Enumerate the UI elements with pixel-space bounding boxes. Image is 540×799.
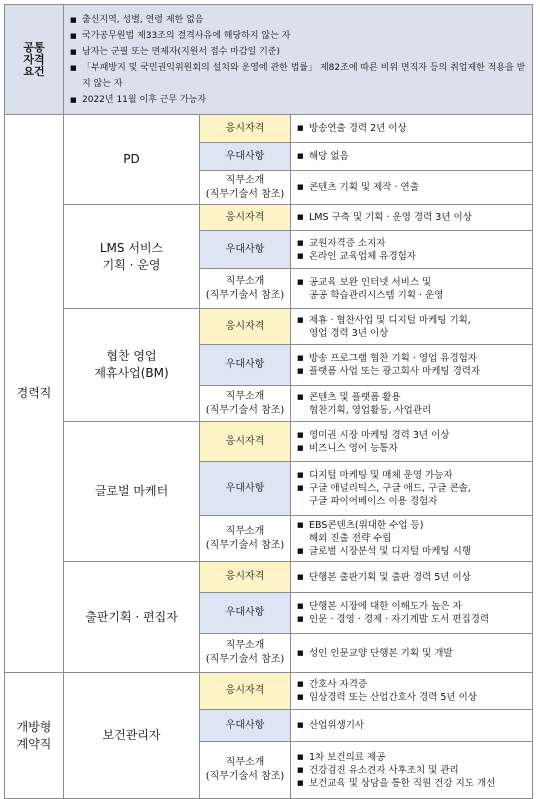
job-title-cell: [64, 562, 200, 673]
description-item: ■ 건강검진 유소견자 사후조치 및 관리: [297, 764, 526, 777]
job-title-cell: [64, 422, 200, 562]
preference-value-cell: [291, 462, 533, 516]
job-title: 출판기획 · 편집자: [85, 609, 178, 624]
qualification-label: 응시자격: [225, 211, 265, 223]
qualification-list: [297, 122, 526, 135]
description-label: 직무소개 (직무기술서 참조): [205, 174, 285, 200]
common-requirement-item: ■ 출신지역, 성별, 연령 제한 없음: [70, 12, 526, 28]
qualification-item: ■ 단행본 출판기획 및 출판 경력 5년 이상: [297, 571, 526, 584]
description-list: [297, 647, 526, 660]
preference-label-cell: [200, 143, 291, 171]
qualification-item: ■ 임상경력 또는 산업간호사 경력 5년 이상: [297, 691, 526, 704]
qualification-label: 응시자격: [225, 685, 265, 696]
preference-list: [297, 237, 526, 263]
description-item: ■ 콘텐츠 기획 및 제작 · 연출: [297, 181, 526, 194]
preference-item: ■ 교원자격증 소지자: [297, 237, 526, 250]
preference-item: ■ 방송 프로그램 협찬 기획 · 영업 유경험자: [297, 352, 526, 365]
qualification-item: ■ LMS 구축 및 기획 · 운영 경력 3년 이상: [297, 211, 526, 224]
qualification-value-cell: [291, 562, 533, 593]
description-label-cell: [200, 516, 291, 562]
qualification-item: ■ 제휴 · 협찬사업 및 디지털 마케팅 기획, 영업 경력 3년 이상: [297, 314, 526, 340]
job-title: 협찬 영업 제휴사업(BM): [94, 349, 169, 380]
job-qualification-row: [5, 205, 533, 231]
description-label-cell: [200, 742, 291, 799]
preference-item: ■ 구글 애널리틱스, 구글 애드, 구글 콘솔, 구글 파이어베이스 이용 경험자: [297, 482, 526, 508]
job-title: PD: [123, 152, 140, 166]
qualification-item: ■ 간호사 자격증: [297, 678, 526, 691]
preference-label-cell: [200, 231, 291, 269]
preference-value-cell: [291, 231, 533, 269]
qualification-value-cell: [291, 309, 533, 345]
category-name: 경력직: [16, 386, 52, 400]
requirements-table: [4, 4, 533, 799]
description-label-cell: [200, 269, 291, 309]
description-item: ■ 글로벌 시장분석 및 디지털 마케팅 시행: [297, 545, 526, 558]
job-qualification-row: [5, 673, 533, 710]
qualification-value-cell: [291, 205, 533, 231]
category-cell: [5, 673, 64, 799]
common-requirement-item: ■ 2022년 11월 이후 근무 가능자: [70, 92, 526, 108]
qualification-value-cell: [291, 422, 533, 462]
description-value-cell: [291, 386, 533, 422]
description-value-cell: [291, 269, 533, 309]
preference-value-cell: [291, 593, 533, 634]
qualification-label-cell: [200, 562, 291, 593]
description-item: ■ 공교육 보완 인터넷 서비스 및 공공 학습관리시스템 기획 · 운영: [297, 276, 526, 302]
description-label-cell: [200, 386, 291, 422]
qualification-list: [297, 314, 526, 340]
qualification-label: 응시자격: [225, 320, 265, 332]
job-title: 보건관리자: [102, 728, 161, 742]
job-qualification-row: [5, 309, 533, 345]
job-qualification-row: [5, 562, 533, 593]
qualification-label-cell: [200, 309, 291, 345]
description-value-cell: [291, 171, 533, 205]
common-requirements-header-text: 공통 자격 요건: [23, 40, 45, 78]
qualification-list: [297, 211, 526, 224]
preference-list: [297, 719, 526, 732]
job-title-cell: [64, 205, 200, 309]
qualification-list: [297, 429, 526, 455]
preference-list: [297, 150, 526, 163]
qualification-label-cell: [200, 115, 291, 143]
job-qualification-row: [5, 115, 533, 143]
description-label: 직무소개 (직무기술서 참조): [205, 640, 285, 665]
job-title: 글로벌 마케터: [94, 484, 169, 498]
description-label: 직무소개 (직무기술서 참조): [205, 757, 285, 782]
qualification-value-cell: [291, 673, 533, 710]
qualification-item: ■ 방송연출 경력 2년 이상: [297, 122, 526, 135]
preference-label-cell: [200, 345, 291, 386]
qualification-list: [297, 571, 526, 584]
qualification-label: 응시자격: [225, 122, 265, 134]
description-item: ■ EBS콘텐츠(위대한 수업 등) 해외 진출 전략 수립: [297, 519, 526, 545]
common-requirement-item: ■ 국가공무원법 제33조의 결격사유에 해당하지 않는 자: [70, 28, 526, 44]
description-value-cell: [291, 742, 533, 799]
description-list: [297, 276, 526, 302]
preference-item: ■ 온라인 교육업체 유경험자: [297, 250, 526, 263]
preference-item: ■ 해당 없음: [297, 150, 526, 163]
preference-label-cell: [200, 462, 291, 516]
description-label-cell: [200, 171, 291, 205]
description-label: 직무소개 (직무기술서 참조): [205, 390, 285, 416]
preference-item: ■ 산업위생기사: [297, 719, 526, 732]
qualification-value-cell: [291, 115, 533, 143]
common-requirement-item: ■ 「부패방지 및 국민권익위원회의 설치와 운영에 관한 법률」 제82조에 따른 비위 면직자 등의 취업제한 적용을 받지 않는 자: [70, 60, 526, 92]
preference-label: 우대사항: [225, 482, 265, 494]
preference-list: [297, 352, 526, 378]
preference-item: ■ 플랫폼 사업 또는 광고회사 마케팅 경력자: [297, 365, 526, 378]
preference-label: 우대사항: [225, 150, 265, 162]
category-cell: [5, 115, 64, 673]
description-label: 직무소개 (직무기술서 참조): [205, 525, 285, 551]
preference-item: ■ 인문 · 경영 · 경제 · 자기계발 도서 편집경력: [297, 613, 526, 626]
qualification-label-cell: [200, 673, 291, 710]
description-item: ■ 1차 보건의료 제공: [297, 751, 526, 764]
preference-value-cell: [291, 143, 533, 171]
preference-label-cell: [200, 593, 291, 634]
description-label: 직무소개 (직무기술서 참조): [205, 275, 285, 301]
description-label-cell: [200, 634, 291, 673]
preference-item: ■ 단행본 시장에 대한 이해도가 높은 자: [297, 600, 526, 613]
description-list: [297, 181, 526, 194]
job-title-cell: [64, 673, 200, 799]
common-requirements-header: [5, 5, 64, 115]
job-title: LMS 서비스 기획 · 운영: [99, 240, 164, 272]
description-list: [297, 519, 526, 558]
description-list: [297, 391, 526, 417]
qualification-label-cell: [200, 422, 291, 462]
preference-value-cell: [291, 345, 533, 386]
category-name: 개방형 계약직: [16, 719, 52, 751]
job-qualification-row: [5, 422, 533, 462]
preference-label: 우대사항: [225, 607, 265, 618]
preference-label: 우대사항: [225, 243, 265, 255]
description-value-cell: [291, 634, 533, 673]
preference-item: ■ 디지털 마케팅 및 매체 운영 가능자: [297, 469, 526, 482]
preference-label: 우대사항: [225, 719, 265, 731]
common-requirements-list: [64, 5, 533, 115]
qualification-label: 응시자격: [225, 435, 265, 447]
preference-list: [297, 600, 526, 626]
qualification-label-cell: [200, 205, 291, 231]
preference-value-cell: [291, 710, 533, 742]
qualification-item: ■ 영미권 시장 마케팅 경력 3년 이상: [297, 429, 526, 442]
job-title-cell: [64, 309, 200, 422]
qualification-label: 응시자격: [225, 571, 265, 582]
common-requirements-row: [5, 5, 533, 115]
job-title-cell: [64, 115, 200, 205]
preference-list: [297, 469, 526, 508]
description-item: ■ 성인 인문교양 단행본 기획 및 개발: [297, 647, 526, 660]
preference-label: 우대사항: [225, 359, 265, 370]
description-item: ■ 콘텐츠 및 플랫폼 활용 협찬기획, 영업활동, 사업관리: [297, 391, 526, 417]
qualification-list: [297, 678, 526, 704]
description-value-cell: [291, 516, 533, 562]
preference-label-cell: [200, 710, 291, 742]
common-requirement-item: ■ 남자는 군필 또는 면제자(지원서 접수 마감일 기준): [70, 44, 526, 60]
description-item: ■ 보건교육 및 상담을 통한 직원 건강 지도 개선: [297, 777, 526, 790]
description-list: [297, 751, 526, 790]
qualification-item: ■ 비즈니스 영어 능통자: [297, 442, 526, 455]
